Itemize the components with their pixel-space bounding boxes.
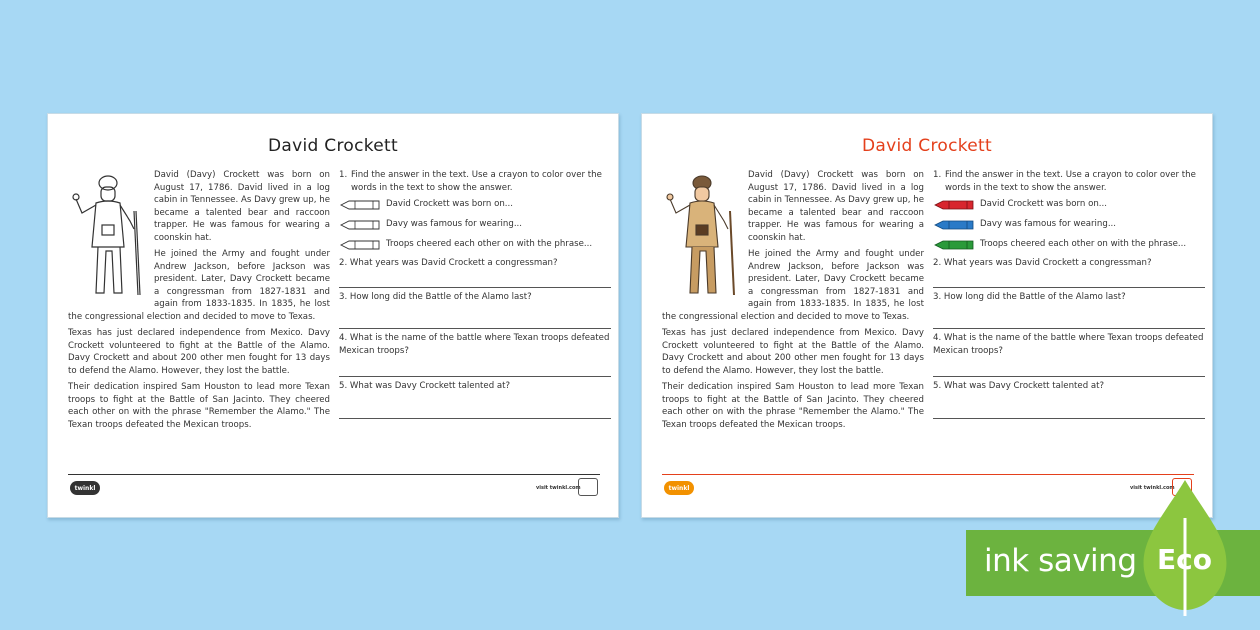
question-4: 4. What is the name of the battle where Texan troops defeated Mexican troops? [339, 332, 611, 377]
option-item: David Crockett was born on... [339, 195, 611, 214]
answer-line[interactable] [339, 270, 611, 288]
footer-url: visit twinkl.com [536, 485, 581, 491]
question-3: 3. How long did the Battle of the Alamo last? [933, 291, 1205, 330]
answer-line[interactable] [933, 270, 1205, 288]
question-2: 2. What years was David Crockett a congressman? [933, 257, 1205, 288]
option-item: Troops cheered each other on with the phrase... [933, 235, 1205, 254]
passage-paragraph: He joined the Army and fought under Andrew Jackson, before Jackson was president. Later, Davy Crockett became a congressman from 1827-1831 and again from 1833-1835. In 1835, he lost the congressional election and decided to move to Texas. [662, 249, 924, 322]
question-4: 4. What is the name of the battle where Texan troops defeated Mexican troops? [933, 332, 1205, 377]
passage-paragraph: David (Davy) Crockett was born on August 17, 1786. David lived in a log cabin in Tennessee. As Davy grew up, he became a talented bear and raccoon trapper. He was famous for wearing a coonskin hat. [748, 170, 924, 243]
question-5: 5. What was Davy Crockett talented at? [933, 380, 1205, 419]
reading-passage [662, 169, 924, 435]
reading-passage [68, 169, 330, 435]
worksheet-color [641, 113, 1213, 518]
question-1: 1. Find the answer in the text. Use a crayon to color over the words in the text to show the answer. [933, 170, 1196, 193]
passage-paragraph: Texas has just declared independence from Mexico. Davy Crockett volunteered to fight at the Battle of the Alamo. Davy Crockett and about 200 other men fought for 13 days to defend the Alamo. However, they lost the battle. [68, 328, 330, 376]
passage-paragraph: Texas has just declared independence from Mexico. Davy Crockett volunteered to fight at the Battle of the Alamo. Davy Crockett and about 200 other men fought for 13 days to defend the Alamo. However, they lost the battle. [662, 328, 924, 376]
crayon-outline-icon [339, 238, 383, 252]
worksheet-bw [47, 113, 619, 518]
badge-icon [578, 478, 598, 496]
banner-text: ink saving [984, 543, 1137, 579]
question-1: 1. Find the answer in the text. Use a crayon to color over the words in the text to show the answer. [339, 170, 602, 193]
answer-line[interactable] [933, 303, 1205, 329]
green-crayon-icon [933, 238, 977, 252]
question-5: 5. What was Davy Crockett talented at? [339, 380, 611, 419]
crayon-outline-icon [339, 198, 383, 212]
red-crayon-icon [933, 198, 977, 212]
footer-rule [662, 474, 1194, 475]
eco-label: Eco [1157, 543, 1212, 576]
answer-line[interactable] [339, 393, 611, 419]
passage-paragraph: Their dedication inspired Sam Houston to lead more Texan troops to fight at the Battle of San Jacinto. They cheered each other on with the phrase "Remember the Alamo." The Texan troops defeated the Mexican troops. [68, 382, 330, 430]
footer-rule [68, 474, 600, 475]
page-title: David Crockett [268, 136, 398, 156]
answer-line[interactable] [933, 357, 1205, 377]
passage-paragraph: He joined the Army and fought under Andrew Jackson, before Jackson was president. Later, Davy Crockett became a congressman from 1827-1831 and again from 1833-1835. In 1835, he lost the congressional election and decided to move to Texas. [68, 249, 330, 322]
option-item: Troops cheered each other on with the phrase... [339, 235, 611, 254]
page-title: David Crockett [862, 136, 992, 156]
option-item: Davy was famous for wearing... [933, 215, 1205, 234]
question-3: 3. How long did the Battle of the Alamo last? [339, 291, 611, 330]
option-item: David Crockett was born on... [933, 195, 1205, 214]
answer-line[interactable] [933, 393, 1205, 419]
passage-paragraph: David (Davy) Crockett was born on August 17, 1786. David lived in a log cabin in Tennessee. As Davy grew up, he became a talented bear and raccoon trapper. He was famous for wearing a coonskin hat. [154, 170, 330, 243]
questions [933, 169, 1205, 419]
twinkl-logo: twinkl [70, 481, 100, 495]
answer-line[interactable] [339, 303, 611, 329]
answer-line[interactable] [339, 357, 611, 377]
twinkl-logo: twinkl [664, 481, 694, 495]
blue-crayon-icon [933, 218, 977, 232]
question-2: 2. What years was David Crockett a congressman? [339, 257, 611, 288]
crayon-outline-icon [339, 218, 383, 232]
option-item: Davy was famous for wearing... [339, 215, 611, 234]
questions [339, 169, 611, 419]
passage-paragraph: Their dedication inspired Sam Houston to lead more Texan troops to fight at the Battle of San Jacinto. They cheered each other on with the phrase "Remember the Alamo." The Texan troops defeated the Mexican troops. [662, 382, 924, 430]
footer-url: visit twinkl.com [1130, 485, 1175, 491]
